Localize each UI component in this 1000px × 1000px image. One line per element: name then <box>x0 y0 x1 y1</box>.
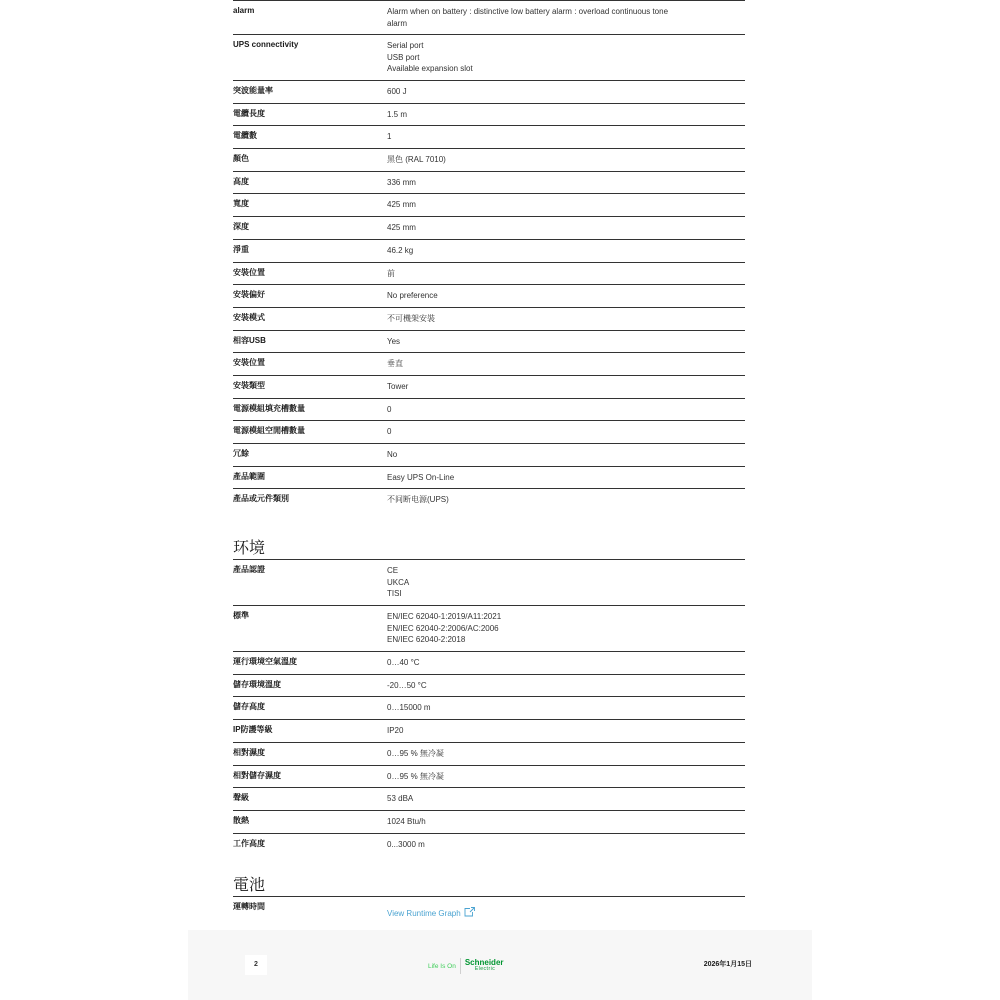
spec-label: UPS connectivity <box>233 40 299 49</box>
brand-name: Schneider <box>464 958 504 967</box>
spec-value: Easy UPS On-Line <box>387 472 455 482</box>
spec-row <box>233 466 745 489</box>
value-line: UKCA <box>387 577 410 587</box>
spec-label: 電纜數 <box>233 131 257 141</box>
spec-value: Yes <box>387 336 401 346</box>
spec-row <box>233 103 745 126</box>
spec-value <box>387 39 745 80</box>
value-line: alarm <box>387 18 408 28</box>
spec-row <box>233 696 745 719</box>
spec-value: 600 J <box>387 87 407 96</box>
view-runtime-graph-link[interactable] <box>387 909 475 918</box>
spec-label: 運行環境空氣溫度 <box>233 657 297 667</box>
external-link-icon <box>464 907 475 917</box>
spec-row <box>233 216 745 239</box>
spec-value: 前 <box>387 268 395 278</box>
spec-row-ups-connectivity <box>233 34 745 80</box>
value-line: EN/IEC 62040-2:2018 <box>387 635 466 645</box>
spec-row <box>233 833 745 856</box>
spec-row <box>233 787 745 810</box>
spec-page <box>233 0 745 919</box>
spec-value: Tower <box>387 381 409 391</box>
environment-spec-table <box>233 559 745 855</box>
spec-label: 產品或元件類別 <box>233 494 289 504</box>
spec-value: 1.5 m <box>387 109 408 119</box>
spec-row <box>233 171 745 194</box>
spec-value: 425 mm <box>387 200 416 210</box>
spec-value: 53 dBA <box>387 794 414 804</box>
section-title-environment: 环境 <box>233 540 266 558</box>
spec-row <box>233 443 745 466</box>
spec-label: 安裝類型 <box>233 380 265 390</box>
value-line: Serial port <box>387 41 424 50</box>
spec-value: 1024 Btu/h <box>387 816 426 826</box>
spec-label: 標準 <box>233 611 249 621</box>
spec-label: 電源模組空閒槽數量 <box>233 426 305 436</box>
spec-value: 0…15000 m <box>387 703 431 713</box>
spec-label: 聲級 <box>233 793 249 803</box>
value-line: TISI <box>387 589 402 599</box>
spec-label: 產品範圍 <box>233 471 265 481</box>
spec-value: 不可機架安裝 <box>387 313 435 323</box>
spec-label: 產品認證 <box>233 565 265 575</box>
spec-value: 46.2 kg <box>387 245 414 255</box>
spec-value: 0…40 °C <box>387 658 420 668</box>
battery-spec-table <box>233 896 745 919</box>
spec-label: alarm <box>233 6 255 15</box>
spec-label: 電纜長度 <box>233 108 265 118</box>
spec-value <box>387 5 745 34</box>
spec-value: 0 <box>387 404 392 414</box>
spec-label: IP防護等級 <box>233 725 273 735</box>
spec-value: 1 <box>387 132 392 142</box>
spec-row <box>233 307 745 330</box>
spec-label: 電源模組填充槽數量 <box>233 403 305 413</box>
footer-date: 2026年1月15日 <box>703 961 752 968</box>
spec-label: 相對濕度 <box>233 747 265 757</box>
spec-label: 相對儲存濕度 <box>233 770 281 780</box>
spec-value: 不间断电源(UPS) <box>387 495 449 505</box>
brand-divider <box>460 958 461 974</box>
spec-label: 相容USB <box>233 335 266 345</box>
spec-row <box>233 125 745 148</box>
general-spec-table <box>233 0 745 511</box>
spec-value: 336 mm <box>387 177 416 187</box>
brand-tagline: Life Is On <box>428 962 456 970</box>
spec-label: 突波能量率 <box>233 86 273 95</box>
spec-value: No preference <box>387 291 438 301</box>
spec-row <box>233 651 745 674</box>
spec-label: 散熱 <box>233 815 249 825</box>
spec-label: 淨重 <box>233 244 249 254</box>
value-line: EN/IEC 62040-2:2006/AC:2006 <box>387 623 499 633</box>
spec-row <box>233 284 745 307</box>
schneider-electric-logo <box>465 959 504 973</box>
brand-subname: Electric <box>474 966 496 972</box>
spec-value: 0...3000 m <box>387 839 425 849</box>
spec-label: 儲存高度 <box>233 702 265 712</box>
spec-value <box>387 901 745 919</box>
spec-value: 0 <box>387 427 392 437</box>
spec-row <box>233 239 745 262</box>
spec-label: 工作高度 <box>233 838 265 848</box>
spec-label: 顏色 <box>233 154 249 164</box>
spec-row-runtime <box>233 896 745 919</box>
spec-row <box>233 330 745 353</box>
value-line: EN/IEC 62040-1:2019/A11:2021 <box>387 612 502 622</box>
spec-label: 安裝偏好 <box>233 290 265 300</box>
spec-row <box>233 262 745 285</box>
spec-label: 運轉時間 <box>233 902 265 912</box>
spec-value: 0…95 % 無冷凝 <box>387 748 444 758</box>
spec-value: No <box>387 450 398 459</box>
brand-logo <box>428 957 504 975</box>
spec-label: 安裝模式 <box>233 312 265 322</box>
spec-row <box>233 352 745 375</box>
link-text: View Runtime Graph <box>387 909 461 919</box>
spec-label: 深度 <box>233 222 249 232</box>
spec-row <box>233 420 745 443</box>
spec-row <box>233 193 745 216</box>
spec-value: 黑色 (RAL 7010) <box>387 155 446 165</box>
value-line: Alarm when on battery : distinctive low battery alarm : overload continuous tone <box>387 7 669 16</box>
spec-value: 垂直 <box>387 359 403 369</box>
spec-value: 0…95 % 無冷凝 <box>387 771 444 781</box>
spec-row <box>233 674 745 697</box>
spec-label: 安裝位置 <box>233 267 265 277</box>
spec-value: 425 mm <box>387 223 416 233</box>
spec-label: 安裝位置 <box>233 358 265 368</box>
value-line: USB port <box>387 52 420 62</box>
spec-row <box>233 80 745 103</box>
spec-value: IP20 <box>387 726 404 736</box>
spec-label: 儲存環境溫度 <box>233 679 281 689</box>
spec-row <box>233 398 745 421</box>
spec-row-certifications <box>233 559 745 605</box>
spec-row-alarm <box>233 0 745 34</box>
spec-value: -20…50 °C <box>387 680 427 690</box>
spec-label: 寬度 <box>233 199 249 209</box>
spec-label: 冗餘 <box>233 449 249 458</box>
spec-row <box>233 488 745 511</box>
spec-row <box>233 810 745 833</box>
spec-row <box>233 375 745 398</box>
value-line: CE <box>387 566 399 576</box>
spec-value <box>387 610 745 651</box>
spec-label: 高度 <box>233 176 249 186</box>
spec-row-standards <box>233 605 745 651</box>
page-footer <box>188 930 812 1000</box>
spec-row <box>233 148 745 171</box>
page-number: 2 <box>245 955 267 975</box>
value-line: Available expansion slot <box>387 64 473 73</box>
spec-row <box>233 765 745 788</box>
spec-row <box>233 742 745 765</box>
spec-value <box>387 564 745 605</box>
section-title-battery: 電池 <box>233 877 266 895</box>
spec-row <box>233 719 745 742</box>
